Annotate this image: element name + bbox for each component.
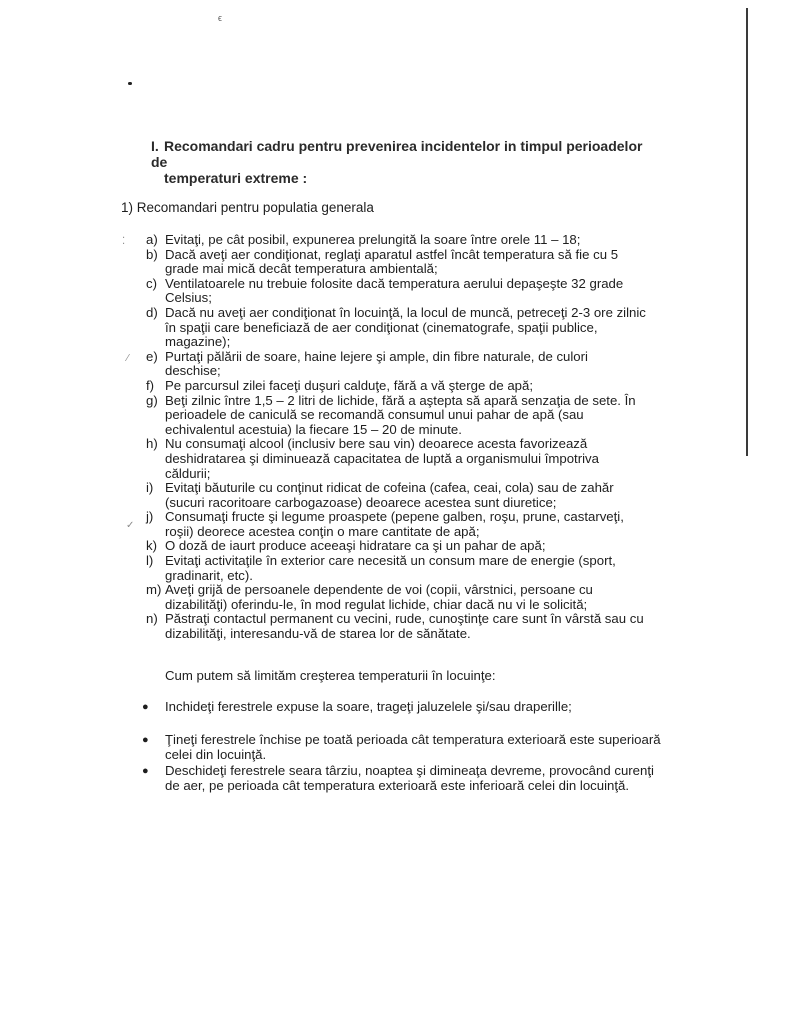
item-text: Ventilatoarele nu trebuie folosite dacă temperatura aerului depaşeşte 32 grade Celsius; [165,275,624,306]
section-title: 1) Recomandari pentru populatia generala [121,200,374,215]
scan-speck: ϵ [218,13,222,23]
bullet-item [142,733,662,762]
margin-mark: ⁚ [122,236,126,247]
bullet-item [142,764,662,793]
bullet-icon: ● [142,701,149,713]
item-marker: m) [146,582,162,598]
item-marker: e) [146,348,158,364]
scan-dot [128,82,132,85]
list-item [146,379,646,394]
heading-line-1: Recomandari cadru pentru prevenirea incidentelor in timpul perioadelor de [151,138,643,170]
scan-edge-line [746,8,748,456]
item-text: Dacă aveţi aer condiţionat, reglaţi aparatul astfel încât temperatura să fie cu 5 grade mai mică decât temperatura ambientală; [165,246,619,277]
list-item [146,350,646,379]
item-text: Consumaţi fructe şi legume proaspete (pepene galben, roşu, prune, castarveţi, roşii) deorece acestea conţin o mare cantitate de apă; [165,509,624,539]
bullet-text: Deschideţi ferestrele seara târziu, noaptea şi dimineaţa devreme, provocând curenţi de aer, pe perioada cât temperatura exterioară este inferioară celei din locuinţă. [165,763,654,793]
item-text: Păstraţi contactul permanent cu vecini, rude, cunoştinţe care sunt în vârstă sau cu dizabilităţi, interesandu-vă de starea lor de sănătate. [165,611,644,642]
list-item [146,248,646,277]
list-item [146,554,646,583]
item-marker: n) [146,611,158,627]
bullet-icon: ● [142,734,149,746]
item-marker: f) [146,377,155,393]
list-item [146,612,646,641]
document-heading [151,138,651,186]
bullet-text: Inchideţi ferestrele expuse la soare, trageţi jaluzelele şi/sau draperille; [165,699,572,714]
list-item [146,481,646,510]
item-text: Beţi zilnic între 1,5 – 2 litri de lichide, fără a aştepta să apară senzaţia de sete. În perioadele de caniculă se recomandă consumul unui pahar de apă (sau echivalentul acestuia) la fiecare 15 – 20 de minute. [165,392,636,437]
margin-checkmark: ⁄ [127,353,129,364]
list-item [146,306,646,350]
item-text: Aveţi grijă de persoanele dependente de voi (copii, vârstnici, persoane cu dizabilităţi) oferindu-le, în mod regulat lichide, chiar dacă nu vi le solicită; [165,582,593,612]
item-text: Evitaţi, pe cât posibil, expunerea prelungită la soare între orele 11 – 18; [165,232,581,247]
list-item [146,277,646,306]
list-item [146,539,646,554]
item-marker: l) [146,553,154,569]
item-marker: g) [146,392,158,408]
bullet-icon: ● [142,765,149,777]
item-marker: i) [146,480,154,496]
heading-line-2: temperaturi extreme : [164,170,308,186]
item-text: Dacă nu aveţi aer condiţionat în locuinţă, la locul de muncă, petreceţi 2-3 ore zilnic în spaţii care beneficiază de aer condiţionat (cinematografe, spaţii publice, magazine); [165,304,646,350]
recommendations-list [146,233,646,642]
item-text: O doză de iaurt produce aceeaşi hidratare ca şi un pahar de apă; [165,538,546,554]
item-marker: h) [146,436,158,452]
list-item [146,394,646,438]
heading-number: I. [151,138,159,154]
item-marker: j) [146,509,154,525]
list-item [146,233,646,248]
item-marker: d) [146,304,158,320]
item-text: Evitaţi activitaţile în exterior care necesită un consum mare de energie (sport, gradinarit, etc). [165,553,616,583]
item-marker: a) [146,232,158,247]
item-marker: k) [146,538,157,554]
bullet-item [142,700,662,715]
item-text: Pe parcursul zilei faceţi duşuri calduţe, fără a vă şterge de apă; [165,377,533,393]
subheading: Cum putem să limităm creşterea temperaturii în locuinţe: [165,668,496,683]
item-text: Purtaţi pălării de soare, haine lejere şi ample, din fibre naturale, de culori deschise; [165,348,588,379]
margin-checkmark: ✓ [126,520,135,531]
item-marker: b) [146,246,158,262]
list-item [146,437,646,481]
bullet-text: Ţineţi ferestrele închise pe toată perioada cât temperatura exterioară este superioară celei din locuinţă. [165,732,661,762]
list-item [146,583,646,612]
list-item [146,510,646,539]
item-text: Evitaţi băuturile cu conţinut ridicat de cofeina (cafea, ceai, cola) sau de zahăr (sucuri racoritoare carbogazoase) deoarece acestea sunt diuretice; [165,480,614,510]
item-marker: c) [146,275,157,291]
item-text: Nu consumaţi alcool (inclusiv bere sau vin) deoarece acesta favorizează deshidratarea şi diminuează capacitatea de luptă a organismului împotriva căldurii; [165,436,599,481]
